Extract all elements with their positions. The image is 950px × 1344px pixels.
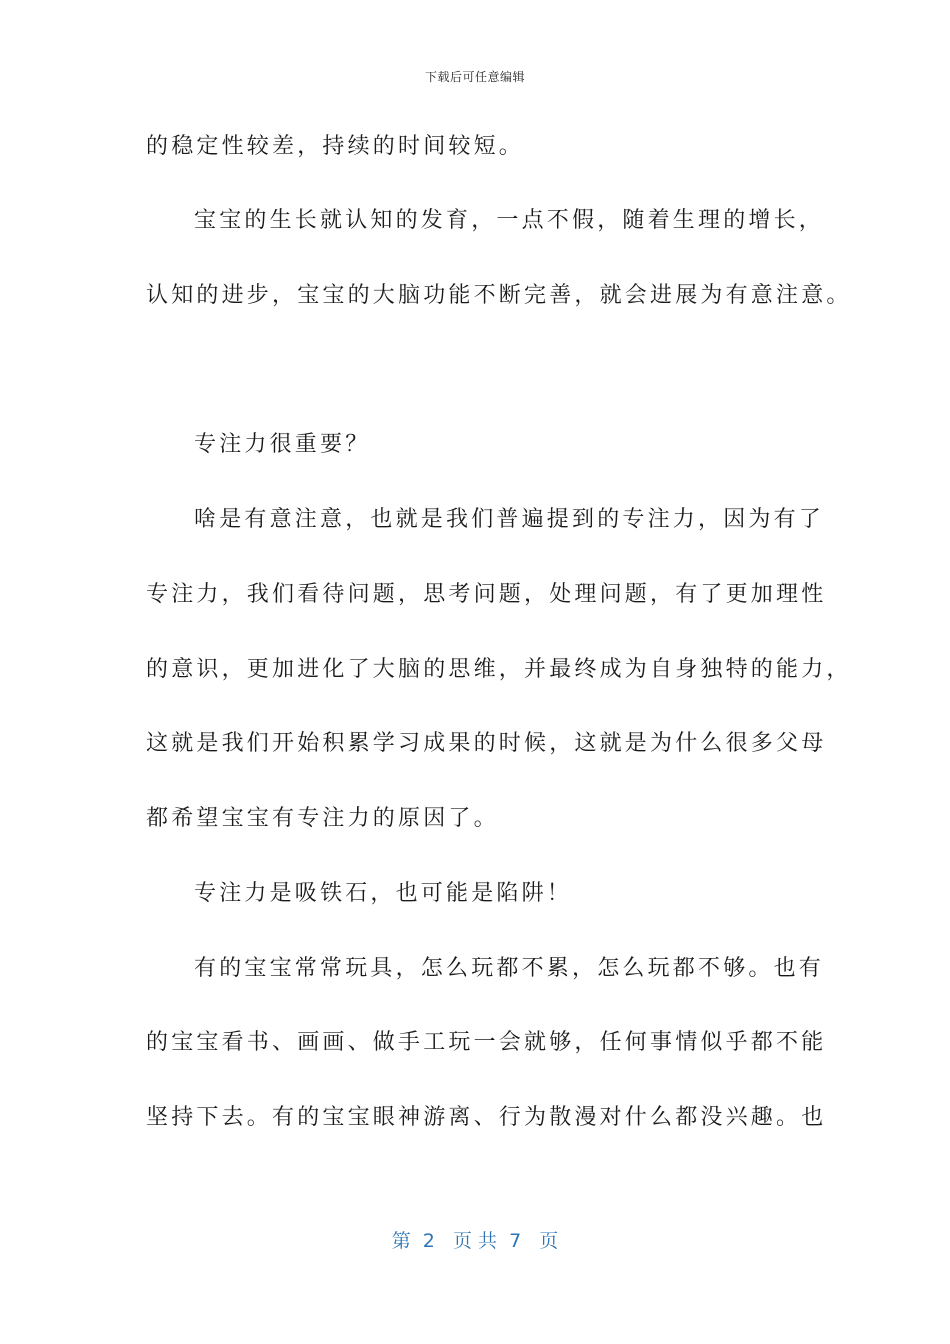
text-line: 的意识，更加进化了大脑的思维，并最终成为自身独特的能力， (146, 657, 852, 682)
section-heading: 专注力很重要？ (194, 432, 371, 457)
text-line: 专注力，我们看待问题，思考问题，处理问题，有了更加理性 (146, 582, 827, 607)
text-line: 认知的进步，宝宝的大脑功能不断完善，就会进展为有意注意。 (146, 283, 852, 308)
text-line: 有的宝宝常常玩具，怎么玩都不累，怎么玩都不够。也有 (194, 956, 825, 981)
text-line: 的稳定性较差，持续的时间较短。 (146, 134, 525, 159)
page-header-note: 下载后可任意编辑 (424, 70, 525, 84)
text-line: 宝宝的生长就认知的发育，一点不假，随着生理的增长， (194, 208, 825, 233)
text-line: 的宝宝看书、画画、做手工玩一会就够，任何事情似乎都不能 (146, 1030, 827, 1055)
page-number-footer: 第 2 页 共 7 页 (391, 1230, 559, 1252)
text-line: 坚持下去。有的宝宝眼神游离、行为散漫对什么都没兴趣。也 (146, 1105, 827, 1130)
text-line: 这就是我们开始积累学习成果的时候，这就是为什么很多父母 (146, 731, 827, 756)
text-line: 啥是有意注意，也就是我们普遍提到的专注力，因为有了 (194, 507, 825, 532)
section-heading: 专注力是吸铁石，也可能是陷阱！ (194, 881, 573, 906)
text-line: 都希望宝宝有专注力的原因了。 (146, 806, 499, 831)
